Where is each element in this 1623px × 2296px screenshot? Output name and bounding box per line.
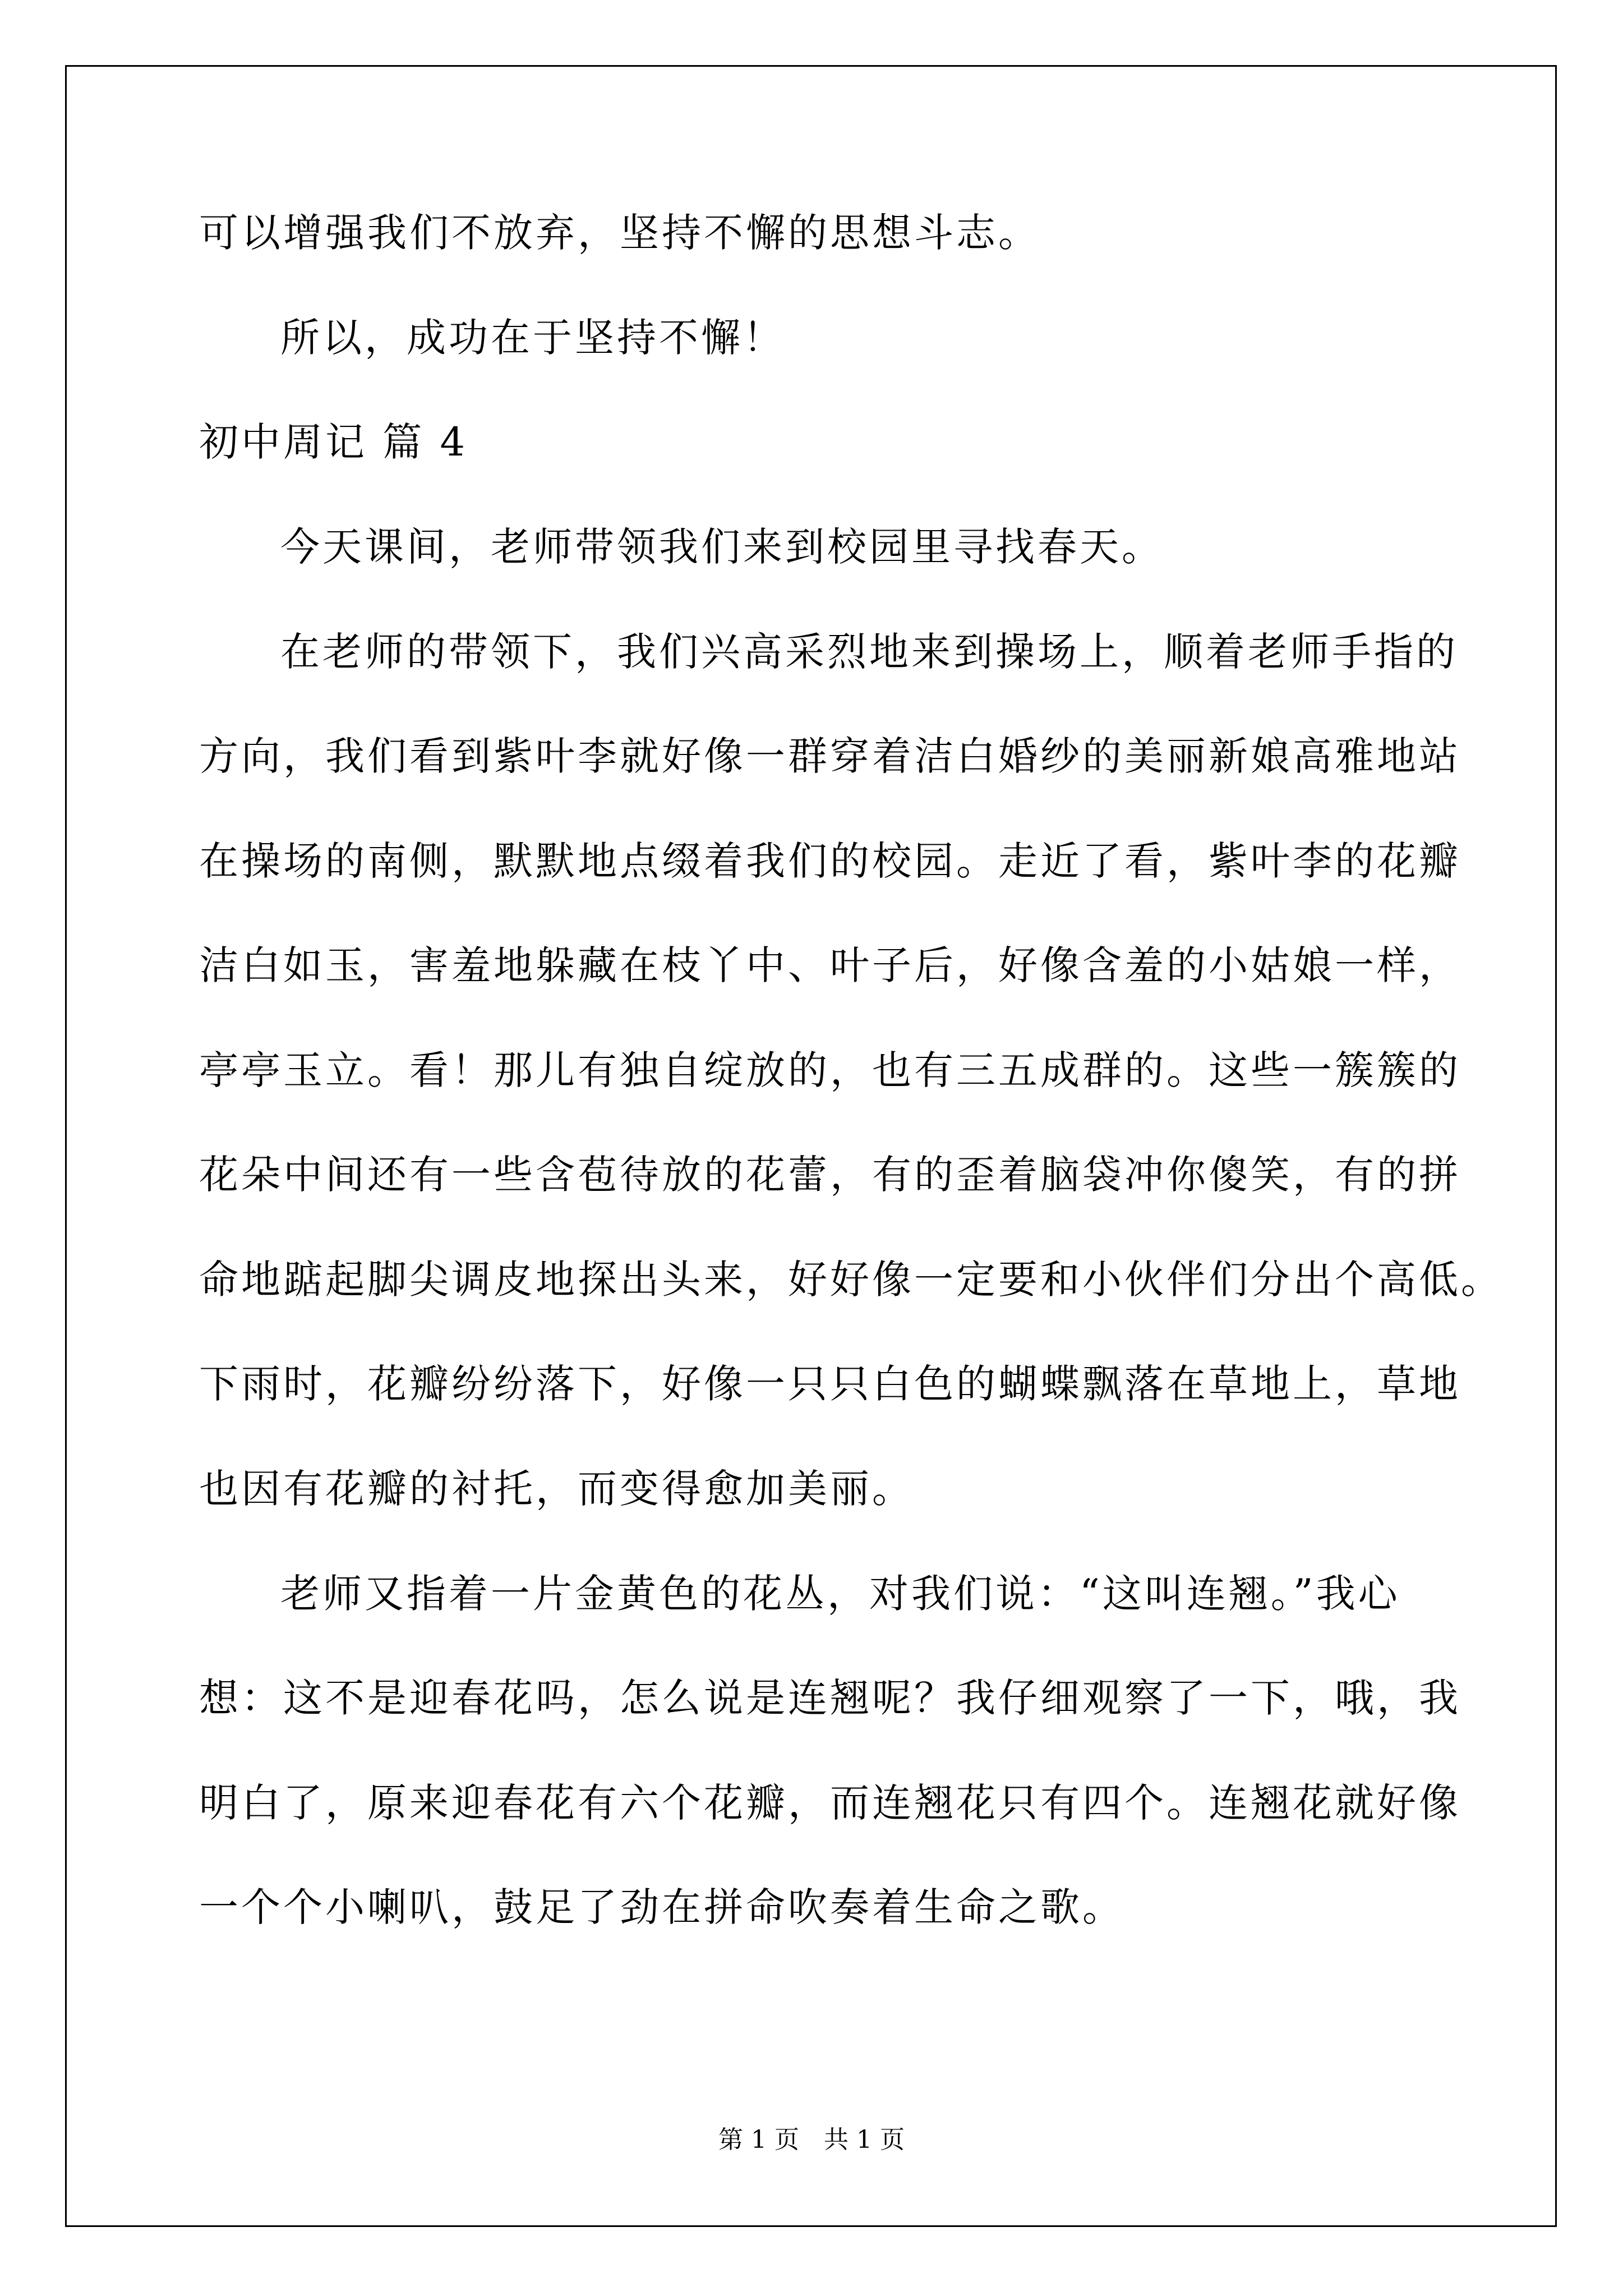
text-line: 洁白如玉，害羞地躲藏在枝丫中、叶子后，好像含羞的小姑娘一样， [199,942,1461,988]
text-line: 所以，成功在于坚持不懈！ [280,315,785,361]
text-line: 一个个小喇叭，鼓足了劲在拼命吹奏着生命之歌。 [199,1884,1124,1930]
text-line: 下雨时，花瓣纷纷落下，好像一只只白色的蝴蝶飘落在草地上，草地 [199,1361,1461,1407]
text-line: 花朵中间还有一些含苞待放的花蕾，有的歪着脑袋冲你傻笑，有的拼 [199,1152,1461,1198]
section-heading: 初中周记 篇 4 [199,419,468,465]
text-line: 可以增强我们不放弃，坚持不懈的思想斗志。 [199,210,1040,256]
text-line: 今天课间，老师带领我们来到校园里寻找春天。 [280,524,1164,570]
text-line: 也因有花瓣的衬托，而变得愈加美丽。 [199,1466,914,1512]
text-line: 方向，我们看到紫叶李就好像一群穿着洁白婚纱的美丽新娘高雅地站 [199,733,1461,779]
text-line: 在操场的南侧，默默地点缀着我们的校园。走近了看，紫叶李的花瓣 [199,838,1461,884]
text-line: 老师又指着一片金黄色的花丛，对我们说：“这叫连翘。”我心 [280,1571,1400,1617]
text-line: 想：这不是迎春花吗，怎么说是连翘呢？我仔细观察了一下，哦，我 [199,1675,1461,1721]
text-line: 命地踮起脚尖调皮地探出头来，好好像一定要和小伙伴们分出个高低。 [199,1257,1503,1303]
text-line: 明白了，原来迎春花有六个花瓣，而连翘花只有四个。连翘花就好像 [199,1780,1461,1826]
text-line: 亭亭玉立。看！那儿有独自绽放的，也有三五成群的。这些一簇簇的 [199,1047,1461,1093]
page-number-footer: 第 1 页 共 1 页 [718,2125,905,2154]
text-line: 在老师的带领下，我们兴高采烈地来到操场上，顺着老师手指的 [280,629,1458,675]
